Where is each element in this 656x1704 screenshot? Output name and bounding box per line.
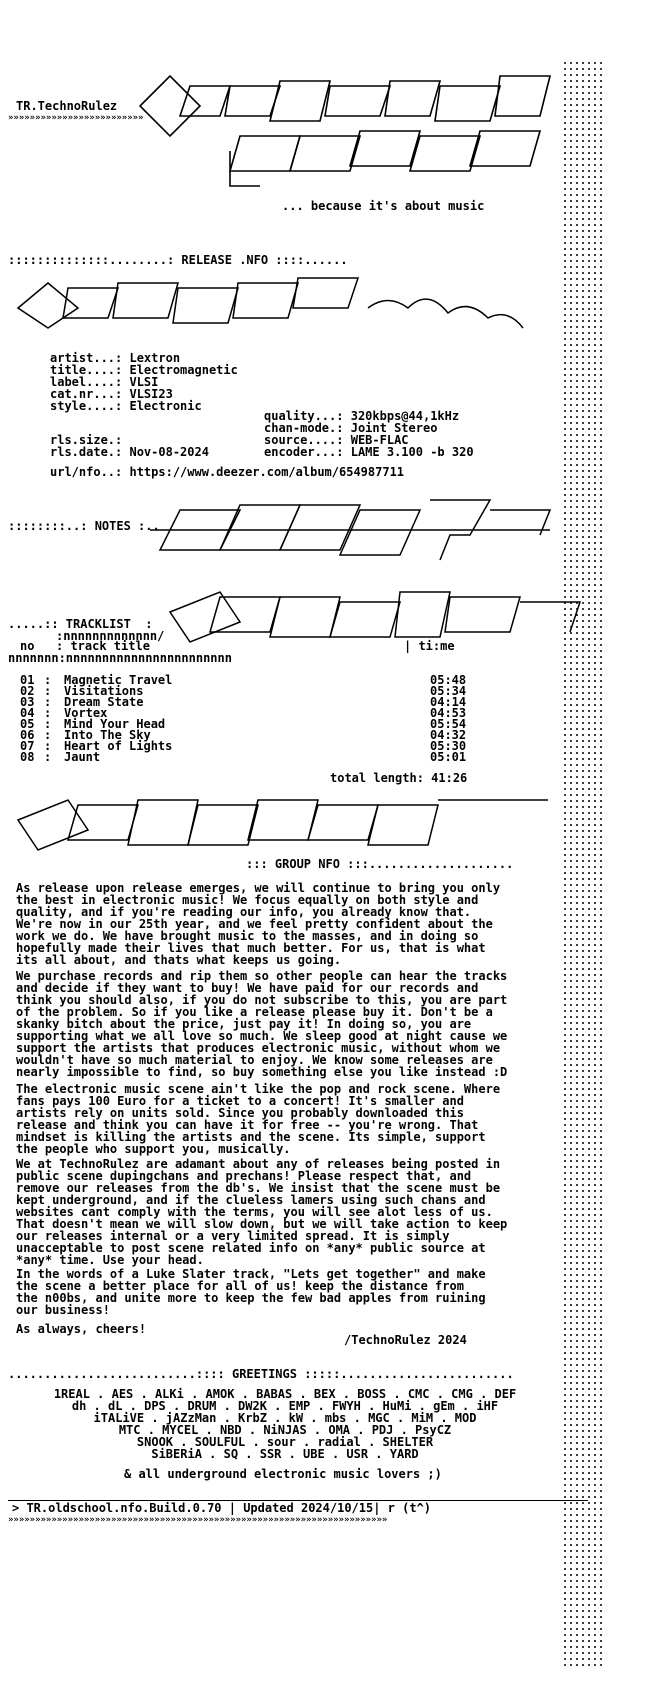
track-row: 06 : Into The Sky 04:32 [20,728,467,742]
field-row: encoder...: LAME 3.100 -b 320 [264,445,474,459]
dotted-rail-decoration [562,60,602,1670]
tracklist-rule: nnnnnnn:nnnnnnnnnnnnnnnnnnnnnnn [8,651,232,665]
greetings-closing: & all underground electronic music lovers ;) [124,1467,442,1481]
total-length: total length: 41:26 [330,771,468,785]
field-row: title....: Electromagnetic [50,363,238,377]
field-row: cat.nr...: VLSI23 [50,387,173,401]
field-row: style....: Electronic [50,399,202,413]
release-art-linework [8,268,528,348]
logo-linework [130,66,560,196]
field-row: label....: VLSI [50,375,159,389]
greeting-line: SNOOK . SOULFUL . sour . radial . SHELTER [136,1435,434,1449]
track-row: 05 : Mind Your Head 05:54 [20,717,467,731]
col-time-header: | ti:me [404,639,455,653]
signature: /TechnoRulez 2024 [344,1333,467,1347]
greeting-line: 1REAL . AES . ALKi . AMOK . BABAS . BEX . BOSS . CMC . CMG . DEF [53,1387,517,1401]
group-name-label: TR.TechnoRulez [16,99,118,113]
url-row: url/nfo..: https://www.deezer.com/album/654987711 [50,465,405,479]
tracklist-art-linework [150,582,590,662]
tagline: ... because it's about music [282,199,485,213]
group-paragraph: As release upon release emerges, we will continue to bring you only the best in electronic music! We focus equally on both style and quality, and if you're reading our info, you already know that. We're now in our 25th year, and we feel pretty confident about the work we do. We have brought music to the masses, and in doing so hopefully made their lives that much better. For us, that is what its all about, and thats what keeps us going. [16,881,501,967]
footer-build-line: > TR.oldschool.nfo.Build.0.70 | Updated 2024/10/15| r (t^) [12,1501,432,1515]
release-ascii-art [8,268,528,348]
track-list [20,674,470,762]
col-no-header: no [20,639,35,653]
track-row: 02 : Visitations 05:34 [20,684,467,698]
field-row: chan-mode.: Joint Stereo [264,421,438,435]
header-underline-arrows: »»»»»»»»»»»»»»»»»»»»»»»»» [8,113,144,123]
tracklist-heading: .....:: TRACKLIST : [8,617,153,631]
rls-size-label: rls.size.: [50,433,123,447]
field-row: quality...: 320kbps@44,1kHz [264,409,460,423]
group-paragraph: We at TechnoRulez are adamant about any of releases being posted in public scene dupingchans and prechans! Please respect that, and remove our releases from the db's. We insist that the scene must be kept underground, and if the clueless lamers using such chans and websites cant comply with the terms, you will see alot less of us. That doesn't mean we will slow down, but we will take action to keep our releases internal or a very limited spread. It is simply unacceptable to post scene related info on *any* public source at *any* time. Use your head. [16,1157,508,1267]
greeting-line: iTALiVE . jAZzMan . KrbZ . kW . mbs . MGC . MiM . MOD [93,1411,477,1425]
group-paragraph: The electronic music scene ain't like the pop and rock scene. Where fans pays 100 Euro for a ticket to a concert! It's smaller and artists rely on units sold. Since you probably downloaded this release and think you can have it for free -- you're wrong. That mindset is killing the artists and the scene. Its simple, support the people who support you, musically. [16,1082,501,1156]
group-art-linework [8,790,558,860]
track-row: 03 : Dream State 04:14 [20,695,467,709]
greeting-line: MTC . MYCEL . NBD . NiNJAS . OMA . PDJ . PsyCZ [118,1423,452,1437]
track-row: 01 : Magnetic Travel 05:48 [20,673,467,687]
group-nfo-ascii-art [8,790,558,860]
col-title-header: : track title [56,639,150,653]
footer-arrows: »»»»»»»»»»»»»»»»»»»»»»»»»»»»»»»»»»»»»»»»»»»»»»»»»»»»»»»»»»»»»»»»»»»»»» [8,1515,388,1525]
greetings-list [8,1388,562,1460]
technorulez-ascii-logo [130,66,560,196]
tracklist-divider: :nnnnnnnnnnnnn/ [56,629,165,643]
greeting-line: dh . dL . DPS . DRUM . DW2K . EMP . FWYH . HuMi . gEm . iHF [71,1399,499,1413]
track-row: 04 : Vortex 04:53 [20,706,467,720]
group-paragraph: We purchase records and rip them so other people can hear the tracks and decide if they want to buy! We have paid for our records and think you should also, if you do not subscribe to this, you are part of the problem. So if you like a release please buy it. Don't be a skanky bitch about the price, just pay it! In doing so, you are supporting what we all love so much. We sleep good at night cause we support the artists that produces electronic music, without whom we wouldn't have so much material to enjoy. We know some releases are nearly impossible to find, so buy something else you like instead :D [16,969,508,1079]
group-paragraph: In the words of a Luke Slater track, "Lets get together" and make the scene a better place for all of us! keep the distance from the n00bs, and unite more to keep the few bad apples from ruining our business! [16,1267,486,1317]
group-paragraph: As always, cheers! [16,1322,147,1336]
rls-date-row: rls.date.: Nov-08-2024 [50,445,209,459]
group-nfo-heading: ::: GROUP NFO :::.................... [246,857,514,871]
quality-fields [264,410,474,458]
track-row: 07 : Heart of Lights 05:30 [20,739,467,753]
notes-art-linework [150,490,560,570]
release-url: https://www.deezer.com/album/654987711 [129,465,405,479]
notes-ascii-art [150,490,560,570]
release-fields [50,352,238,412]
greeting-line: SiBERiA . SQ . SSR . UBE . USR . YARD [151,1447,419,1461]
tracklist-ascii-art [150,582,590,662]
notes-heading: ::::::::..: NOTES :.. [8,519,160,533]
release-nfo-heading: ::::::::::::::........: RELEASE .NFO ::::...... [8,253,348,267]
field-row: artist...: Lextron [50,351,181,365]
track-row: 08 : Jaunt 05:01 [20,750,467,764]
greetings-heading: ..........................:::: GREETINGS :::::........................ [8,1367,514,1381]
field-row: source....: WEB-FLAC [264,433,409,447]
